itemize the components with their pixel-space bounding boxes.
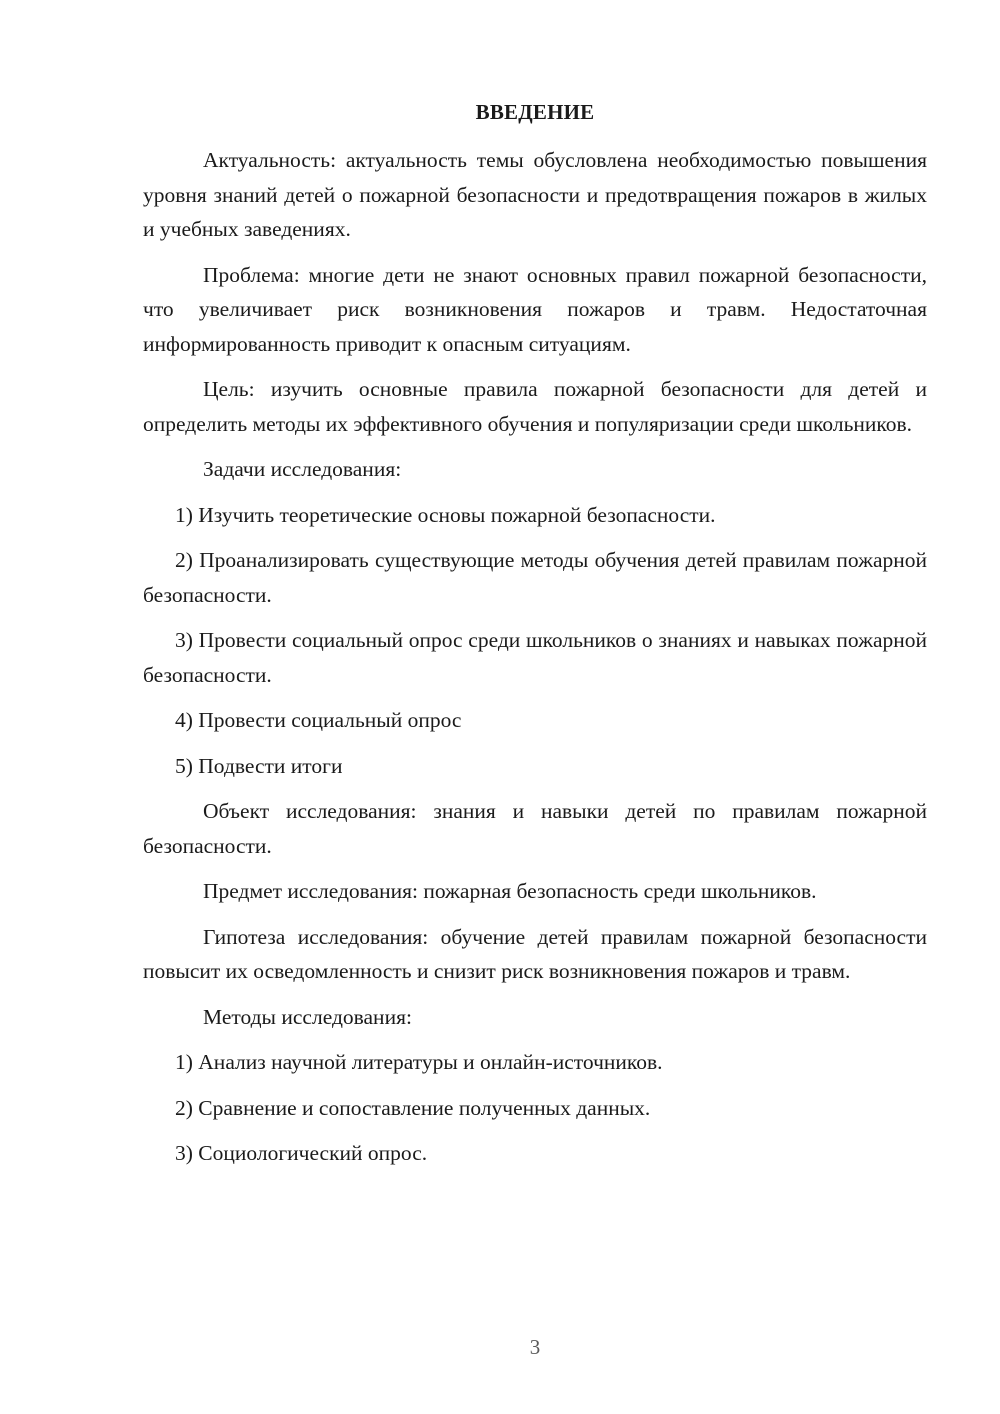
- hypothesis-paragraph: Гипотеза исследования: обучение детей правилам пожарной безопасности повысит их осведомленность и снизит риск возникновения пожаров и травм.: [143, 924, 927, 983]
- methods-heading: Методы исследования:: [203, 1004, 412, 1029]
- task-item: 4) Провести социальный опрос: [175, 708, 462, 732]
- page-content: [143, 95, 927, 1182]
- page-title: ВВЕДЕНИЕ: [475, 100, 595, 124]
- object-paragraph: Объект исследования: знания и навыки детей по правилам пожарной безопасности.: [143, 799, 927, 858]
- task-item: 3) Провести социальный опрос среди школьников о знаниях и навыках пожарной безопасности.: [143, 628, 927, 687]
- task-item: 1) Изучить теоретические основы пожарной безопасности.: [175, 502, 716, 527]
- tasks-heading: Задачи исследования:: [203, 457, 402, 481]
- subject-paragraph: Предмет исследования: пожарная безопасность среди школьников.: [203, 879, 817, 903]
- relevance-paragraph: Актуальность: актуальность темы обусловлена необходимостью повышения уровня знаний детей о пожарной безопасности и предотвращения пожаров в жилых и учебных заведениях.: [143, 148, 927, 241]
- page-number: 3: [529, 1335, 541, 1359]
- method-item: 2) Сравнение и сопоставление полученных данных.: [175, 1095, 651, 1120]
- method-item: 1) Анализ научной литературы и онлайн-источников.: [175, 1050, 663, 1074]
- task-item: 5) Подвести итоги: [175, 753, 343, 778]
- task-item: 2) Проанализировать существующие методы обучения детей правилам пожарной безопасности.: [143, 548, 927, 607]
- method-item: 3) Социологический опрос.: [175, 1141, 428, 1165]
- problem-paragraph: Проблема: многие дети не знают основных правил пожарной безопасности, что увеличивает риск возникновения пожаров и травм. Недостаточная информированность приводит к опасным ситуациям.: [143, 262, 927, 356]
- goal-paragraph: Цель: изучить основные правила пожарной безопасности для детей и определить методы их эффективного обучения и популяризации среди школьников.: [143, 377, 927, 436]
